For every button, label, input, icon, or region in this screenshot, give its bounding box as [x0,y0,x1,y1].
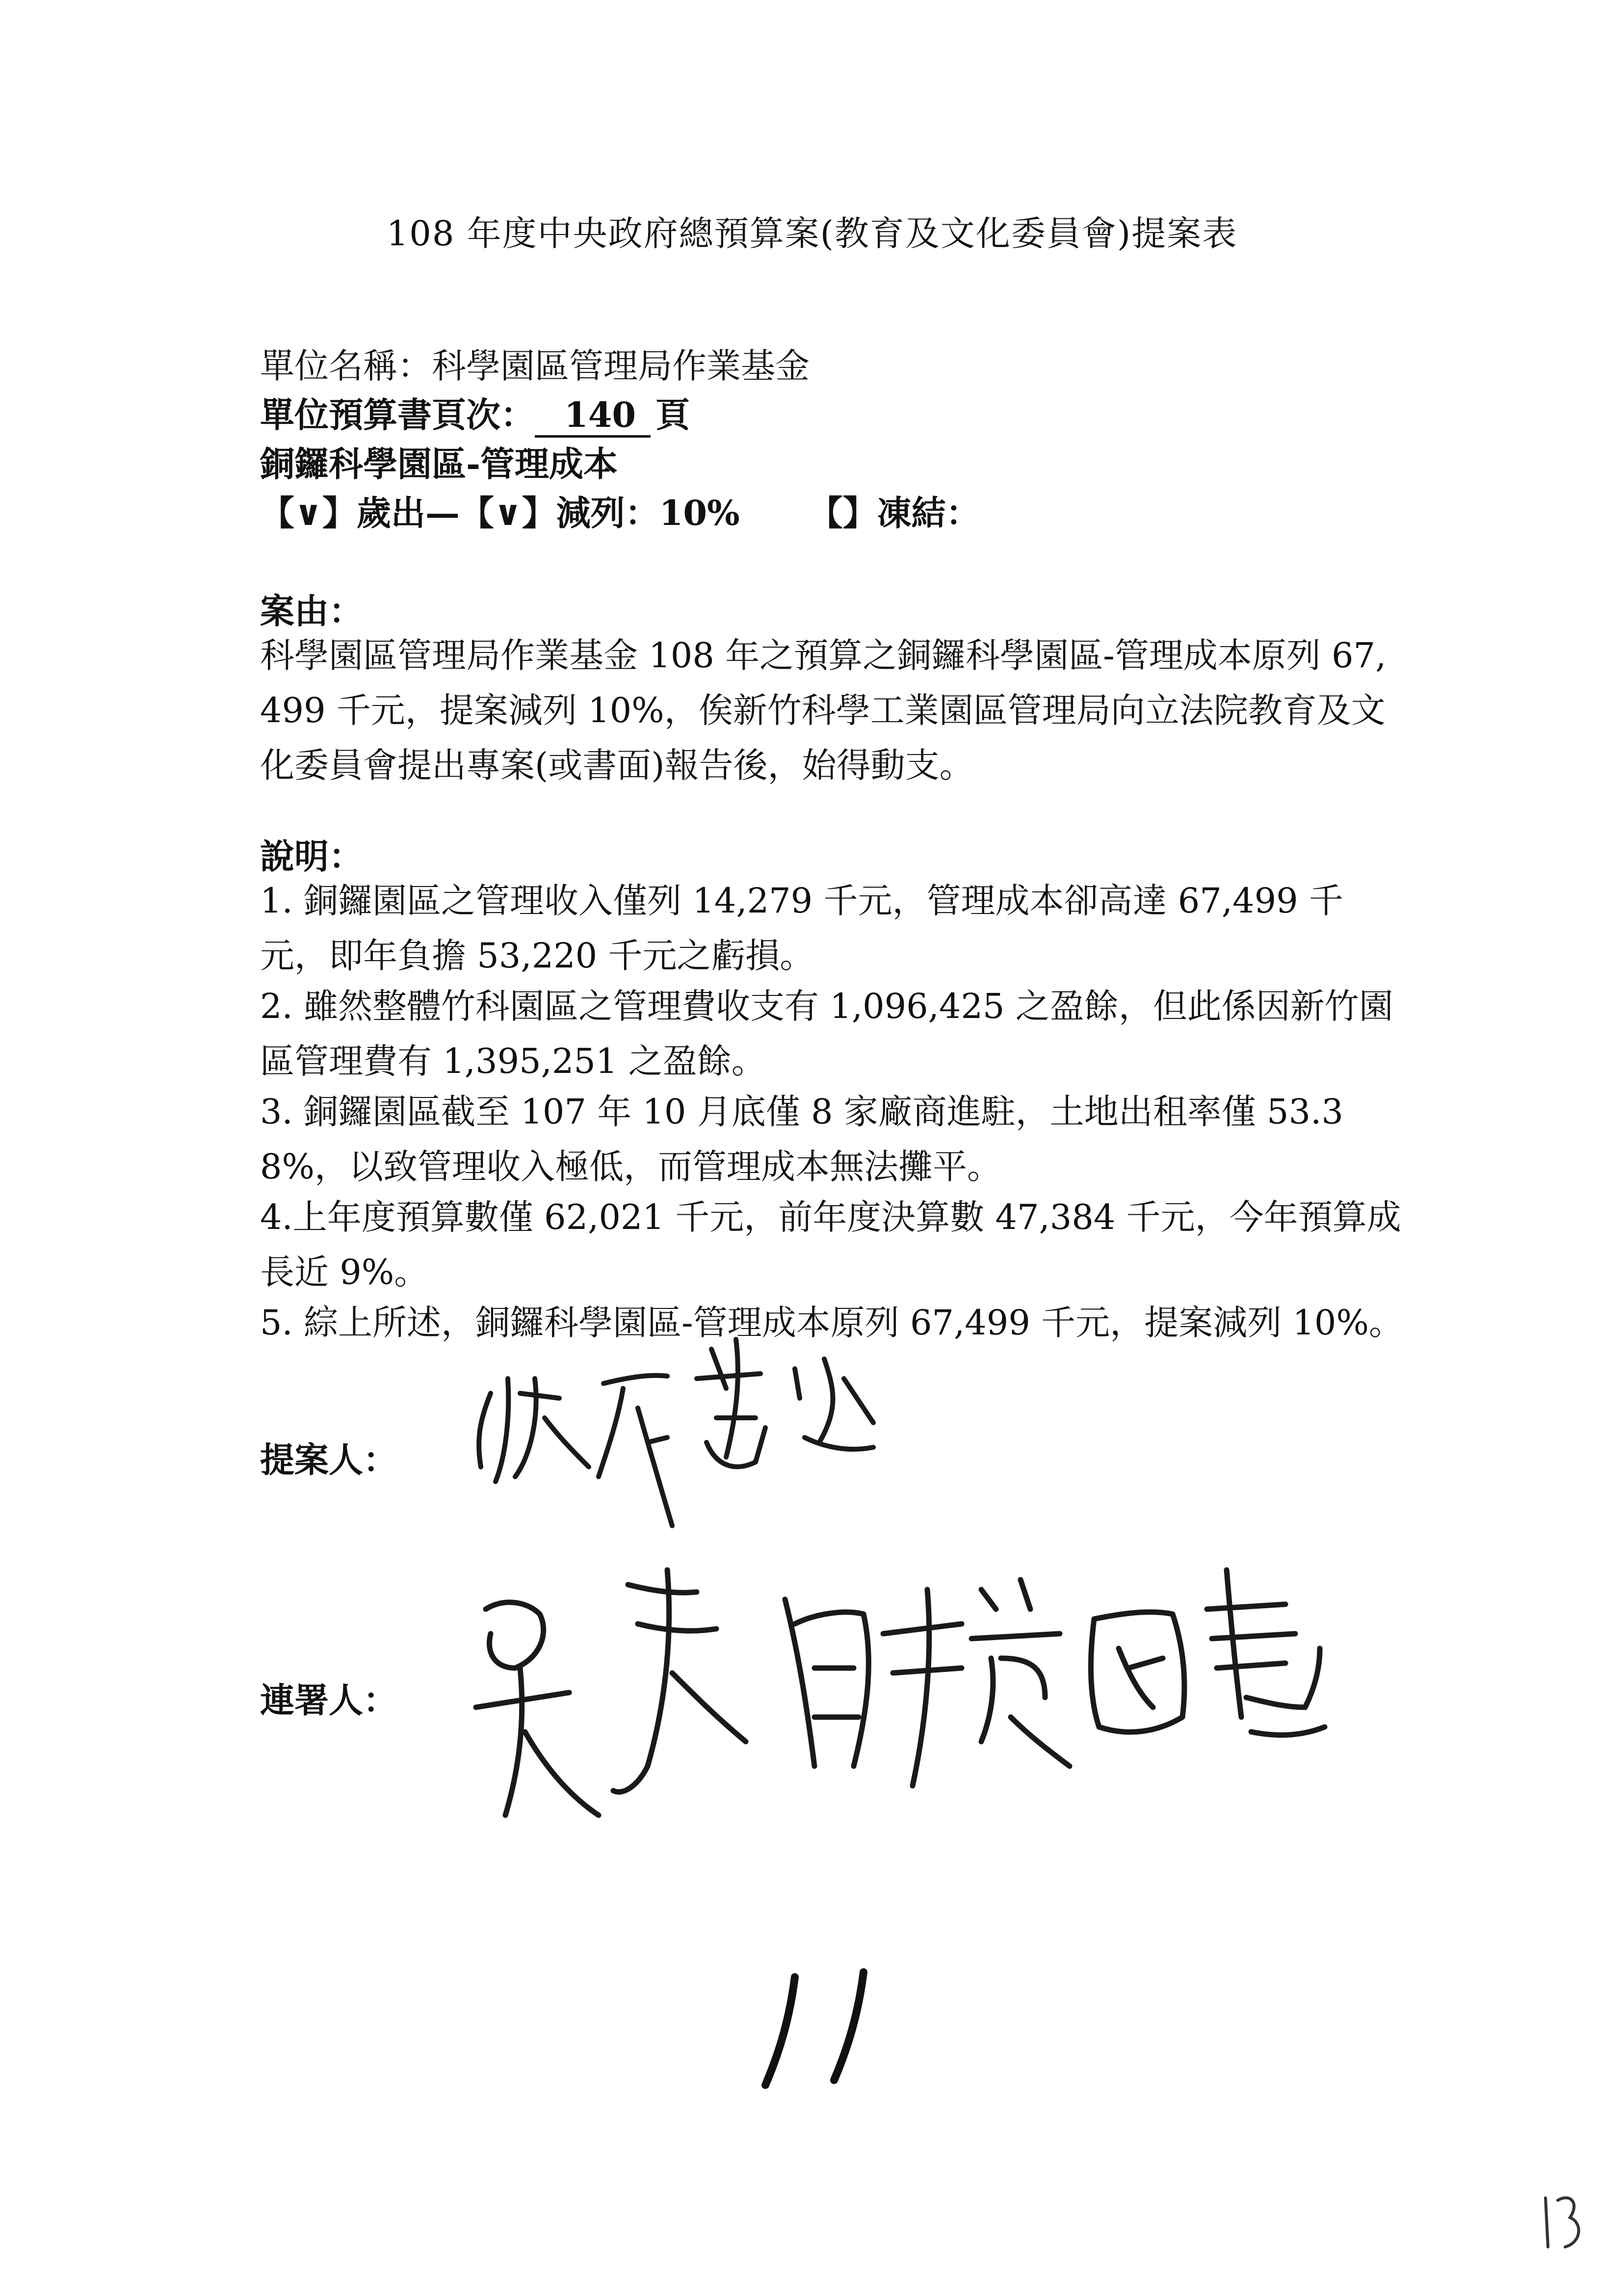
options-row [260,486,980,535]
expense-option: 【∨】歲出— [260,493,460,533]
reason-text: 科學園區管理局作業基金 108 年之預算之銅鑼科學園區-管理成本原列 67,499 千元，提案減列 10%，俟新竹科學工業園區管理局向立法院教育及文化委員會提出專案(或書面)報告後，始得動支。 [260,635,1387,785]
corner-page-mark [1536,2188,1590,2262]
budget-page-number: 140 [535,394,651,438]
cut-option: 【∨】減列：10% [459,493,740,533]
budget-item-title: 銅鑼科學園區-管理成本 [260,444,618,484]
explanation-heading: 說明： [260,836,363,877]
budget-page-line [260,388,690,438]
handwritten-page-number [746,1957,883,2100]
cosigner-signatures [442,1511,1403,1864]
unit-name-value: 科學園區管理局作業基金 [432,346,810,386]
explanation-item-2: 2. 雖然整體竹科園區之管理費收支有 1,096,425 之盈餘，但此係因新竹園區管理費有 1,395,251 之盈餘。 [260,986,1393,1081]
reason-heading: 案由： [260,591,363,631]
explanation-item-5: 5. 綜上所述，銅鑼科學園區-管理成本原列 67,499 千元，提案減列 10%。 [260,1303,1403,1343]
unit-name-line [260,339,810,388]
cosigner-label: 連署人： [260,1680,397,1721]
explanation-item-4: 4.上年度預算數僅 62,021 千元，前年度決算數 47,384 千元，今年預算成長近 9%。 [260,1197,1401,1292]
document-title: 108 年度中央政府總預算案(教育及文化委員會)提案表 [386,213,1238,254]
explanation-item-1: 1. 銅鑼園區之管理收入僅列 14,279 千元，管理成本卻高達 67,499 千元，即年負擔 53,220 千元之虧損。 [260,881,1343,976]
proposer-label: 提案人： [260,1439,397,1480]
budget-page-suffix: 頁 [655,394,690,435]
explanation-item-3: 3. 銅鑼園區截至 107 年 10 月底僅 8 家廠商進駐，土地出租率僅 53.38%，以致管理收入極低，而管理成本無法攤平。 [260,1092,1343,1187]
budget-page-label: 單位預算書頁次： [260,394,535,435]
freeze-option: 【】凍結： [808,493,980,533]
unit-name-label: 單位名稱： [260,346,432,386]
